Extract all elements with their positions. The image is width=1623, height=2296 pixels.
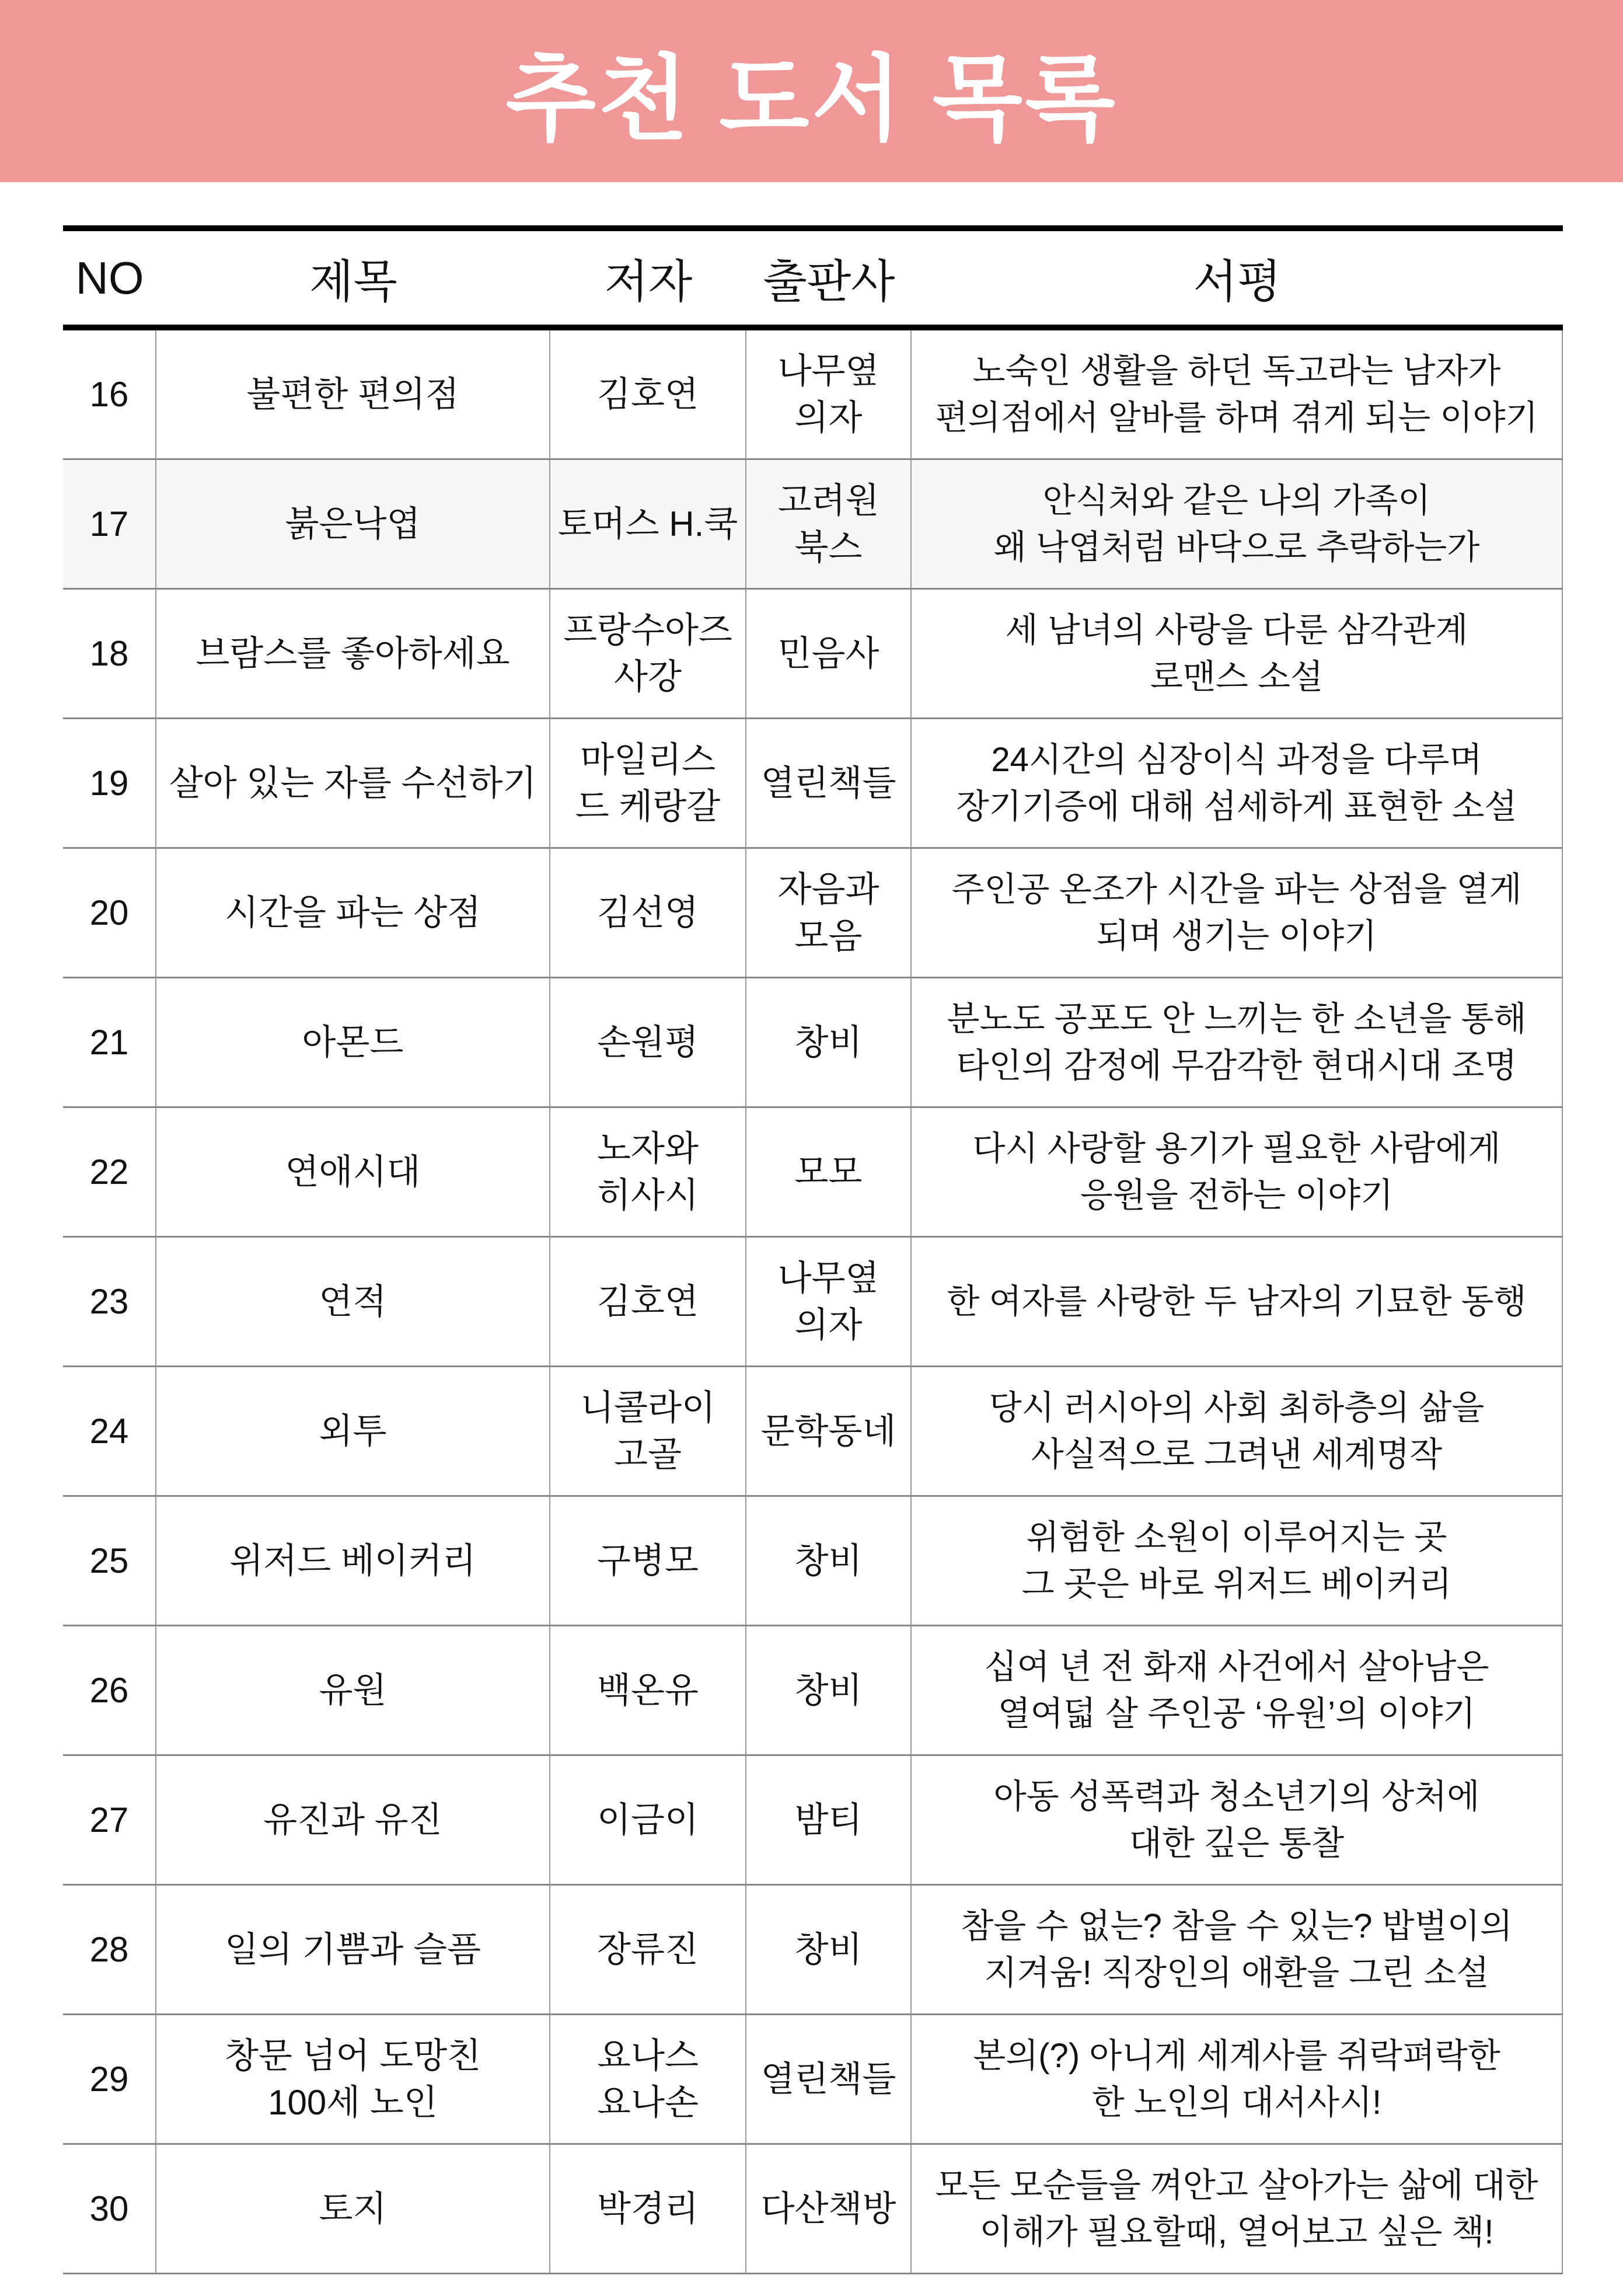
author-cell — [550, 719, 746, 847]
publisher-text: 북스 — [794, 527, 863, 567]
no-cell — [63, 719, 156, 847]
review-cell — [912, 330, 1563, 458]
table-row — [63, 1497, 1563, 1626]
title-text: 브람스를 좋아하세요 — [196, 633, 510, 673]
title-cell — [156, 1108, 550, 1236]
no-text: 27 — [89, 1800, 129, 1839]
review-text: 노숙인 생활을 하던 독고라는 남자가 — [972, 351, 1501, 390]
publisher-text: 창비 — [794, 1670, 863, 1710]
title-text: 100세 노인 — [268, 2082, 438, 2122]
title-text: 유원 — [319, 1670, 387, 1710]
author-text: 이금이 — [597, 1800, 699, 1839]
header-title: 제목 — [309, 256, 397, 307]
title-cell — [156, 1886, 550, 2013]
table-row — [63, 849, 1563, 978]
table-row — [63, 719, 1563, 849]
author-text: 마일리스 — [580, 740, 715, 779]
review-cell — [912, 1626, 1563, 1754]
title-text: 살아 있는 자를 수선하기 — [169, 763, 537, 803]
review-text: 로맨스 소설 — [1150, 657, 1324, 696]
table-row — [63, 460, 1563, 590]
author-text: 백온유 — [597, 1670, 699, 1710]
author-text: 프랑수아즈 — [563, 610, 732, 650]
author-text: 니콜라이 — [580, 1388, 715, 1427]
review-cell — [912, 849, 1563, 977]
title-text: 토지 — [319, 2189, 387, 2228]
author-text: 고골 — [614, 1434, 682, 1474]
author-cell — [550, 1756, 746, 1884]
no-cell — [63, 1108, 156, 1236]
publisher-cell — [746, 330, 912, 458]
header-no: NO — [75, 252, 144, 304]
no-text: 21 — [89, 1022, 129, 1062]
author-cell — [550, 2145, 746, 2273]
no-text: 28 — [89, 1929, 129, 1969]
review-text: 위험한 소원이 이루어지는 곳 — [1026, 1518, 1447, 1556]
publisher-text: 다산책방 — [760, 2189, 896, 2228]
table-row — [63, 330, 1563, 460]
no-cell — [63, 1497, 156, 1625]
publisher-cell — [746, 1238, 912, 1365]
no-cell — [63, 1756, 156, 1884]
review-cell — [912, 460, 1563, 588]
no-text: 22 — [89, 1152, 129, 1191]
author-cell — [550, 1886, 746, 2013]
no-cell — [63, 978, 156, 1106]
no-cell — [63, 1238, 156, 1365]
review-cell — [912, 1367, 1563, 1495]
no-text: 25 — [89, 1541, 129, 1580]
publisher-text: 창비 — [794, 1022, 863, 1062]
page-title: 추천 도서 목록 — [505, 47, 1118, 151]
review-text: 편의점에서 알바를 하며 겪게 되는 이야기 — [935, 398, 1538, 437]
no-text: 26 — [89, 1670, 129, 1710]
table-row — [63, 1626, 1563, 1756]
author-text: 요나스 — [597, 2036, 699, 2075]
publisher-text: 모모 — [794, 1152, 863, 1191]
publisher-text: 열린책들 — [760, 2059, 896, 2099]
no-text: 30 — [89, 2189, 129, 2228]
author-cell — [550, 1626, 746, 1754]
review-text: 분노도 공포도 안 느끼는 한 소년을 통해 — [947, 999, 1527, 1038]
review-text: 안식처와 같은 나의 가족이 — [1042, 481, 1431, 520]
review-cell — [912, 1886, 1563, 2013]
author-text: 히사시 — [597, 1175, 699, 1215]
no-text: 20 — [89, 893, 129, 932]
book-table — [63, 225, 1563, 2274]
table-row — [63, 1108, 1563, 1238]
author-cell — [550, 330, 746, 458]
table-row — [63, 1238, 1563, 1367]
table-row — [63, 2015, 1563, 2145]
review-cell — [912, 590, 1563, 717]
author-text: 장류진 — [597, 1929, 699, 1969]
publisher-cell — [746, 1626, 912, 1754]
author-text: 구병모 — [597, 1541, 699, 1580]
author-cell — [550, 1108, 746, 1236]
publisher-cell — [746, 460, 912, 588]
table-header — [63, 225, 1563, 330]
title-text: 붉은낙엽 — [285, 504, 421, 543]
title-cell — [156, 2145, 550, 2273]
author-text: 노자와 — [597, 1128, 699, 1168]
title-cell — [156, 460, 550, 588]
no-cell — [63, 2145, 156, 2273]
review-text: 본의(?) 아니게 세계사를 쥐락펴락한 — [973, 2036, 1500, 2075]
publisher-text: 문학동네 — [760, 1411, 896, 1451]
review-cell — [912, 1238, 1563, 1365]
review-text: 한 노인의 대서사시! — [1091, 2083, 1382, 2121]
table-row — [63, 1886, 1563, 2015]
review-cell — [912, 2145, 1563, 2273]
no-cell — [63, 1886, 156, 2013]
no-cell — [63, 2015, 156, 2143]
review-text: 모든 모순들을 껴안고 살아가는 삶에 대한 — [935, 2166, 1538, 2204]
publisher-cell — [746, 1886, 912, 2013]
no-text: 19 — [89, 763, 129, 803]
publisher-cell — [746, 1756, 912, 1884]
publisher-cell — [746, 1108, 912, 1236]
no-text: 24 — [89, 1411, 129, 1451]
no-cell — [63, 590, 156, 717]
review-text: 사실적으로 그려낸 세계명작 — [1031, 1435, 1443, 1473]
author-cell — [550, 590, 746, 717]
title-cell — [156, 1238, 550, 1365]
publisher-cell — [746, 978, 912, 1106]
review-text: 되며 생기는 이야기 — [1096, 917, 1377, 955]
title-cell — [156, 719, 550, 847]
title-cell — [156, 590, 550, 717]
review-cell — [912, 719, 1563, 847]
title-banner — [0, 0, 1623, 182]
review-text: 아동 성폭력과 청소년기의 상처에 — [993, 1777, 1480, 1816]
author-cell — [550, 1367, 746, 1495]
title-text: 시간을 파는 상점 — [224, 893, 481, 932]
table-body — [63, 330, 1563, 2274]
title-cell — [156, 2015, 550, 2143]
title-cell — [156, 978, 550, 1106]
title-cell — [156, 1367, 550, 1495]
publisher-text: 나무옆 — [777, 351, 879, 391]
author-cell — [550, 1497, 746, 1625]
review-text: 열여덟 살 주인공 ‘유원’의 이야기 — [997, 1694, 1476, 1733]
review-text: 주인공 온조가 시간을 파는 상점을 열게 — [951, 870, 1522, 908]
review-text: 한 여자를 사랑한 두 남자의 기묘한 동행 — [947, 1282, 1527, 1321]
author-text: 김호연 — [597, 1281, 699, 1321]
publisher-text: 열린책들 — [760, 763, 896, 803]
publisher-cell — [746, 1367, 912, 1495]
header-publisher: 출판사 — [763, 256, 895, 307]
author-text: 손원평 — [597, 1022, 699, 1062]
publisher-cell — [746, 849, 912, 977]
publisher-cell — [746, 2145, 912, 2273]
title-text: 일의 기쁨과 슬픔 — [224, 1929, 481, 1969]
table-row — [63, 978, 1563, 1108]
table-row — [63, 1367, 1563, 1497]
no-cell — [63, 1367, 156, 1495]
review-text: 다시 사랑할 용기가 필요한 사람에게 — [972, 1129, 1501, 1168]
no-text: 16 — [89, 374, 129, 414]
review-cell — [912, 2015, 1563, 2143]
author-cell — [550, 978, 746, 1106]
author-text: 드 케랑갈 — [575, 786, 721, 826]
review-cell — [912, 1497, 1563, 1625]
review-text: 이해가 필요할때, 열어보고 싶은 책! — [979, 2213, 1494, 2251]
author-cell — [550, 2015, 746, 2143]
publisher-text: 민음사 — [777, 633, 879, 673]
review-cell — [912, 978, 1563, 1106]
publisher-text: 나무옆 — [777, 1258, 879, 1298]
review-cell — [912, 1756, 1563, 1884]
review-text: 그 곳은 바로 위저드 베이커리 — [1021, 1565, 1452, 1603]
author-text: 박경리 — [597, 2189, 699, 2228]
title-text: 유진과 유진 — [263, 1800, 442, 1839]
title-text: 외투 — [319, 1411, 387, 1451]
review-text: 타인의 감정에 무감각한 현대시대 조명 — [956, 1046, 1517, 1085]
title-text: 연애시대 — [285, 1152, 421, 1191]
publisher-cell — [746, 1497, 912, 1625]
author-text: 요나손 — [597, 2082, 699, 2122]
review-text: 참을 수 없는? 참을 수 있는? 밥벌이의 — [961, 1907, 1513, 1945]
author-cell — [550, 849, 746, 977]
review-text: 24시간의 심장이식 과정을 다루며 — [991, 740, 1482, 779]
publisher-text: 밤티 — [794, 1800, 863, 1839]
title-cell — [156, 1756, 550, 1884]
header-author: 저자 — [604, 256, 693, 307]
review-cell — [912, 1108, 1563, 1236]
review-text: 지겨움! 직장인의 애환을 그린 소설 — [984, 1953, 1489, 1992]
review-text: 십여 년 전 화재 사건에서 살아남은 — [984, 1647, 1489, 1686]
no-cell — [63, 849, 156, 977]
publisher-cell — [746, 590, 912, 717]
publisher-text: 창비 — [794, 1541, 863, 1580]
table-row — [63, 2145, 1563, 2274]
title-cell — [156, 330, 550, 458]
author-text: 토머스 H.쿡 — [557, 504, 738, 543]
title-text: 연적 — [319, 1281, 387, 1321]
publisher-text: 고려원 — [777, 480, 879, 520]
publisher-text: 창비 — [794, 1929, 863, 1969]
review-text: 세 남녀의 사랑을 다룬 삼각관계 — [1005, 611, 1468, 649]
publisher-text: 자음과 — [777, 869, 879, 909]
no-text: 23 — [89, 1281, 129, 1321]
no-cell — [63, 460, 156, 588]
author-text: 김호연 — [597, 374, 699, 414]
review-text: 장기기증에 대해 섬세하게 표현한 소설 — [956, 787, 1517, 825]
author-text: 사강 — [614, 657, 682, 696]
title-cell — [156, 1626, 550, 1754]
header-review: 서평 — [1193, 256, 1282, 307]
no-text: 18 — [89, 633, 129, 673]
review-text: 왜 낙엽처럼 바닥으로 추락하는가 — [993, 528, 1480, 566]
review-text: 대한 깊은 통찰 — [1129, 1824, 1345, 1862]
title-cell — [156, 849, 550, 977]
publisher-text: 의자 — [794, 398, 863, 437]
title-text: 불편한 편의점 — [246, 374, 459, 414]
title-text: 창문 넘어 도망친 — [224, 2036, 481, 2075]
table-row — [63, 590, 1563, 719]
no-text: 29 — [89, 2059, 129, 2099]
author-text: 김선영 — [597, 893, 699, 932]
publisher-text: 모음 — [794, 916, 863, 956]
title-text: 아몬드 — [302, 1022, 404, 1062]
publisher-cell — [746, 719, 912, 847]
table-row — [63, 1756, 1563, 1886]
publisher-cell — [746, 2015, 912, 2143]
no-cell — [63, 1626, 156, 1754]
title-text: 위저드 베이커리 — [229, 1541, 476, 1580]
title-cell — [156, 1497, 550, 1625]
review-text: 당시 러시아의 사회 최하층의 삶을 — [989, 1388, 1485, 1427]
no-text: 17 — [89, 504, 129, 543]
review-text: 응원을 전하는 이야기 — [1080, 1176, 1394, 1214]
author-cell — [550, 460, 746, 588]
author-cell — [550, 1238, 746, 1365]
publisher-text: 의자 — [794, 1305, 863, 1344]
no-cell — [63, 330, 156, 458]
